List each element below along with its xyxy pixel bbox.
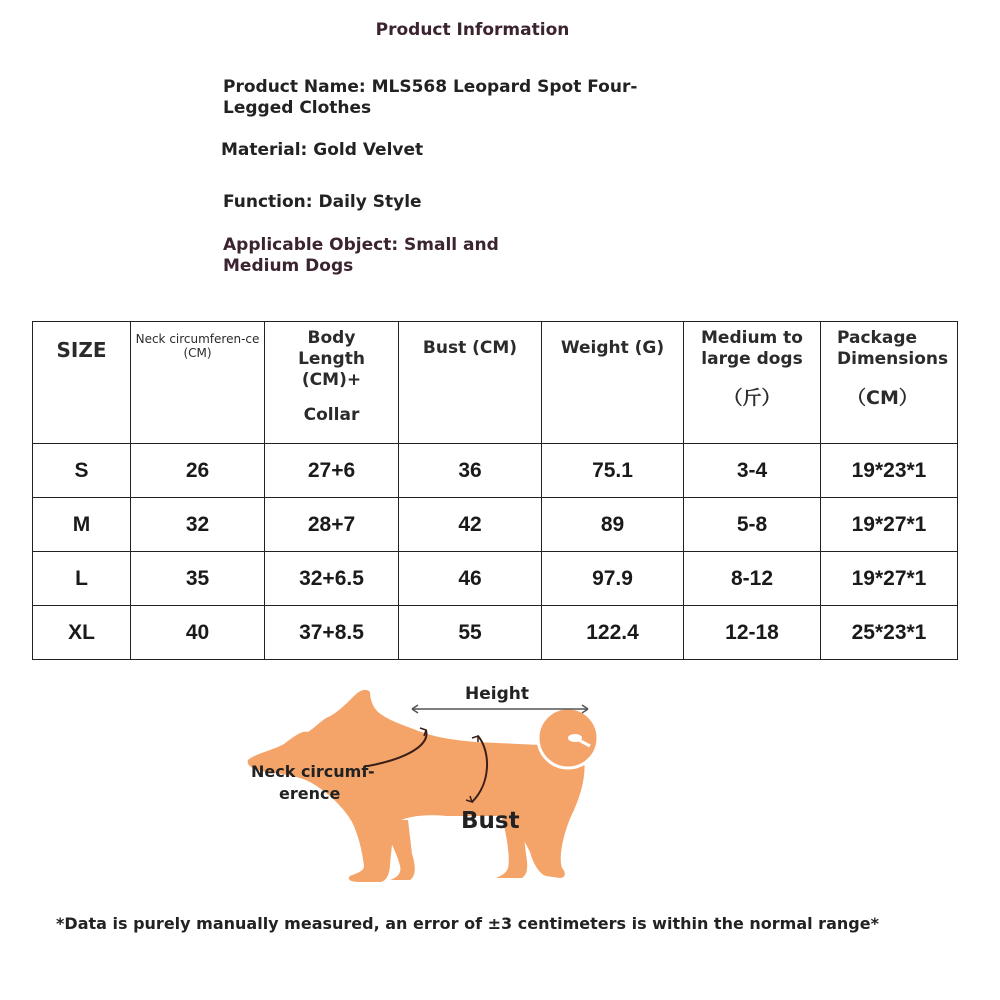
cell-weight: 97.9 xyxy=(542,552,684,606)
header-size: SIZE xyxy=(33,322,131,444)
cell-body-length: 32+6.5 xyxy=(265,552,399,606)
table-row xyxy=(33,606,958,660)
cell-package: 19*27*1 xyxy=(821,498,958,552)
cell-dogs: 5-8 xyxy=(684,498,821,552)
cell-size: M xyxy=(33,498,131,552)
size-table xyxy=(32,321,958,660)
product-function: Function: Daily Style xyxy=(223,192,422,212)
cell-neck: 26 xyxy=(131,444,265,498)
header-bust: Bust (CM) xyxy=(399,322,542,444)
product-name: Product Name: MLS568 Leopard Spot Four-Legged Clothes xyxy=(223,77,638,118)
header-dogs-label: Medium to large dogs xyxy=(701,328,803,369)
measurement-diagram xyxy=(240,670,620,890)
header-dogs-unit: （斤） xyxy=(723,387,781,409)
header-body-length-sub: Collar xyxy=(303,405,360,425)
table-row xyxy=(33,444,958,498)
cell-body-length: 37+8.5 xyxy=(265,606,399,660)
header-weight: Weight (G) xyxy=(542,322,684,444)
height-label: Height xyxy=(465,684,529,704)
header-dogs xyxy=(684,322,821,444)
cell-dogs: 12-18 xyxy=(684,606,821,660)
cell-neck: 35 xyxy=(131,552,265,606)
cell-weight: 89 xyxy=(542,498,684,552)
cell-bust: 55 xyxy=(399,606,542,660)
header-neck-label: Neck circumferen-ce (CM) xyxy=(135,332,260,360)
cell-bust: 46 xyxy=(399,552,542,606)
cell-neck: 32 xyxy=(131,498,265,552)
product-applicable-object: Applicable Object: Small and Medium Dogs xyxy=(223,235,499,276)
cell-body-length: 27+6 xyxy=(265,444,399,498)
header-neck xyxy=(131,322,265,444)
header-package-unit: （CM） xyxy=(847,387,918,409)
cell-size: S xyxy=(33,444,131,498)
cell-neck: 40 xyxy=(131,606,265,660)
bust-label: Bust xyxy=(461,808,520,834)
cell-size: XL xyxy=(33,606,131,660)
cell-bust: 36 xyxy=(399,444,542,498)
page-title: Product Information xyxy=(375,20,570,40)
table-header-row xyxy=(33,322,958,444)
cell-size: L xyxy=(33,552,131,606)
header-package xyxy=(821,322,958,444)
cell-package: 19*27*1 xyxy=(821,552,958,606)
cell-weight: 75.1 xyxy=(542,444,684,498)
cell-dogs: 8-12 xyxy=(684,552,821,606)
cell-package: 25*23*1 xyxy=(821,606,958,660)
cell-body-length: 28+7 xyxy=(265,498,399,552)
header-package-label: Package Dimensions xyxy=(837,328,949,369)
header-body-length xyxy=(265,322,399,444)
cell-package: 19*23*1 xyxy=(821,444,958,498)
table-row xyxy=(33,552,958,606)
cell-bust: 42 xyxy=(399,498,542,552)
product-material: Material: Gold Velvet xyxy=(221,140,424,160)
header-body-length-label: Body Length (CM)+ xyxy=(298,328,365,390)
neck-label-line1: Neck circumf- xyxy=(251,762,375,781)
neck-label-line2: erence xyxy=(279,784,341,803)
cell-dogs: 3-4 xyxy=(684,444,821,498)
footnote: *Data is purely manually measured, an error of ±3 centimeters is within the normal range* xyxy=(56,914,879,933)
table-row xyxy=(33,498,958,552)
cell-weight: 122.4 xyxy=(542,606,684,660)
